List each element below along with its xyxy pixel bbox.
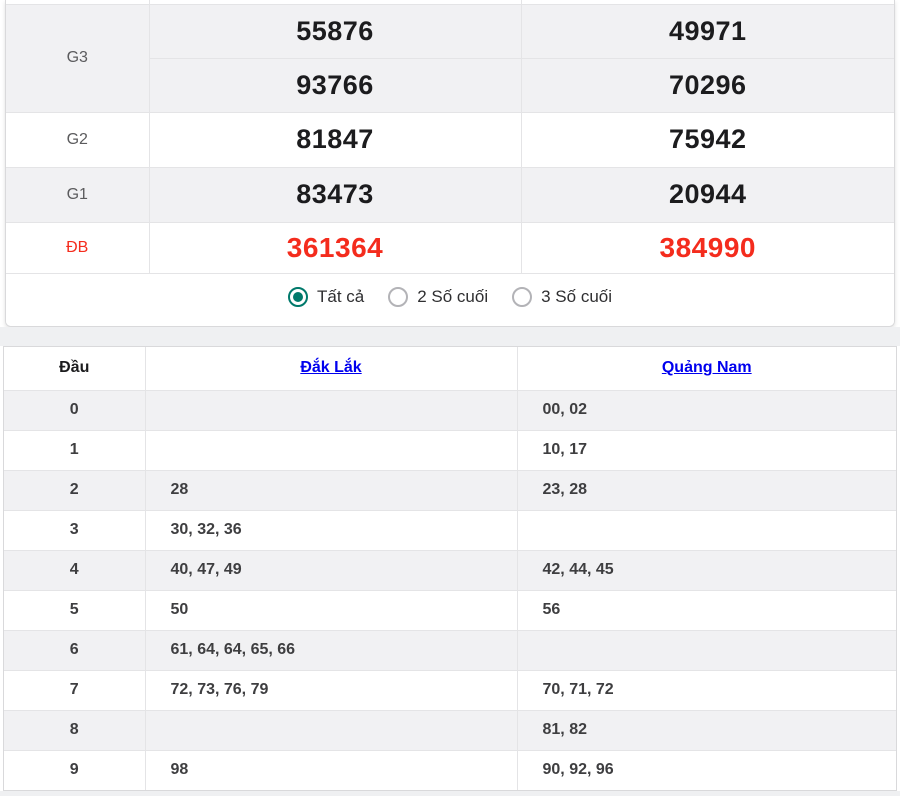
header-dau: Đầu [4,347,145,390]
daklak-cell [145,710,517,750]
prize-value: 93766 [149,58,521,112]
head-row-8 [4,710,896,750]
prize-value: 55876 [149,4,521,58]
head-row-9 [4,750,896,790]
quangnam-cell: 70, 71, 72 [517,670,896,710]
quangnam-cell [517,630,896,670]
head-row-0 [4,390,896,430]
quangnam-cell: 81, 82 [517,710,896,750]
prize-value: 81847 [149,112,521,167]
digit-cell: 9 [4,750,145,790]
digit-cell: 7 [4,670,145,710]
head-row-6 [4,630,896,670]
prize-value: 75942 [521,112,894,167]
prize-label-g2: G2 [6,112,149,167]
prize-value: 49971 [521,4,894,58]
radio-unselected-icon [388,287,408,307]
digit-cell: 6 [4,630,145,670]
head-row-4 [4,550,896,590]
daklak-cell: 40, 47, 49 [145,550,517,590]
quangnam-cell [517,510,896,550]
prize-table [6,0,894,326]
quangnam-cell: 00, 02 [517,390,896,430]
radio-unselected-icon [512,287,532,307]
head-table-header-row [4,347,896,390]
quangnam-cell: 56 [517,590,896,630]
quangnam-cell: 90, 92, 96 [517,750,896,790]
daklak-cell: 50 [145,590,517,630]
digit-cell: 2 [4,470,145,510]
bottom-strip [0,791,900,796]
prize-value-special: 361364 [149,222,521,273]
filter-label-3-last-digits: 3 Số cuối [541,287,613,307]
filter-radio-2-last-digits[interactable] [388,287,488,307]
daklak-cell [145,430,517,470]
filter-row-cell [6,273,894,326]
prize-value: 20944 [521,167,894,222]
filter-radio-all[interactable] [288,287,364,307]
quangnam-cell: 42, 44, 45 [517,550,896,590]
prize-row-g2 [6,112,894,167]
prize-label-g1: G1 [6,167,149,222]
quangnam-cell: 10, 17 [517,430,896,470]
prize-row-g3 [6,4,894,58]
daklak-cell: 72, 73, 76, 79 [145,670,517,710]
head-row-1 [4,430,896,470]
digit-cell: 0 [4,390,145,430]
digit-cell: 3 [4,510,145,550]
prize-row-g1 [6,167,894,222]
daklak-cell [145,390,517,430]
tail-digit-table [4,347,896,790]
digit-cell: 1 [4,430,145,470]
filter-label-2-last-digits: 2 Số cuối [417,287,489,307]
card-gap [0,327,900,346]
head-row-5 [4,590,896,630]
prize-row-db-special [6,222,894,273]
tail-digit-summary-card [3,346,897,791]
filter-label-all: Tất cả [316,287,365,307]
digit-cell: 4 [4,550,145,590]
prize-results-card [5,0,895,327]
link-dak-lak[interactable]: Đắk Lắk [300,359,362,377]
digit-cell: 5 [4,590,145,630]
daklak-cell: 98 [145,750,517,790]
head-row-3 [4,510,896,550]
filter-radio-3-last-digits[interactable] [512,287,612,307]
filter-row [6,273,894,326]
daklak-cell: 28 [145,470,517,510]
daklak-cell: 30, 32, 36 [145,510,517,550]
prize-value: 83473 [149,167,521,222]
radio-selected-icon [288,287,308,307]
prize-value-special: 384990 [521,222,894,273]
header-quang-nam [517,347,896,390]
daklak-cell: 61, 64, 64, 65, 66 [145,630,517,670]
digit-cell: 8 [4,710,145,750]
tail-filter-group [288,287,612,307]
head-row-7 [4,670,896,710]
prize-label-g3: G3 [6,4,149,112]
prize-label-db: ĐB [6,222,149,273]
quangnam-cell: 23, 28 [517,470,896,510]
prize-value: 70296 [521,58,894,112]
header-dak-lak [145,347,517,390]
link-quang-nam[interactable]: Quảng Nam [661,359,752,377]
head-row-2 [4,470,896,510]
